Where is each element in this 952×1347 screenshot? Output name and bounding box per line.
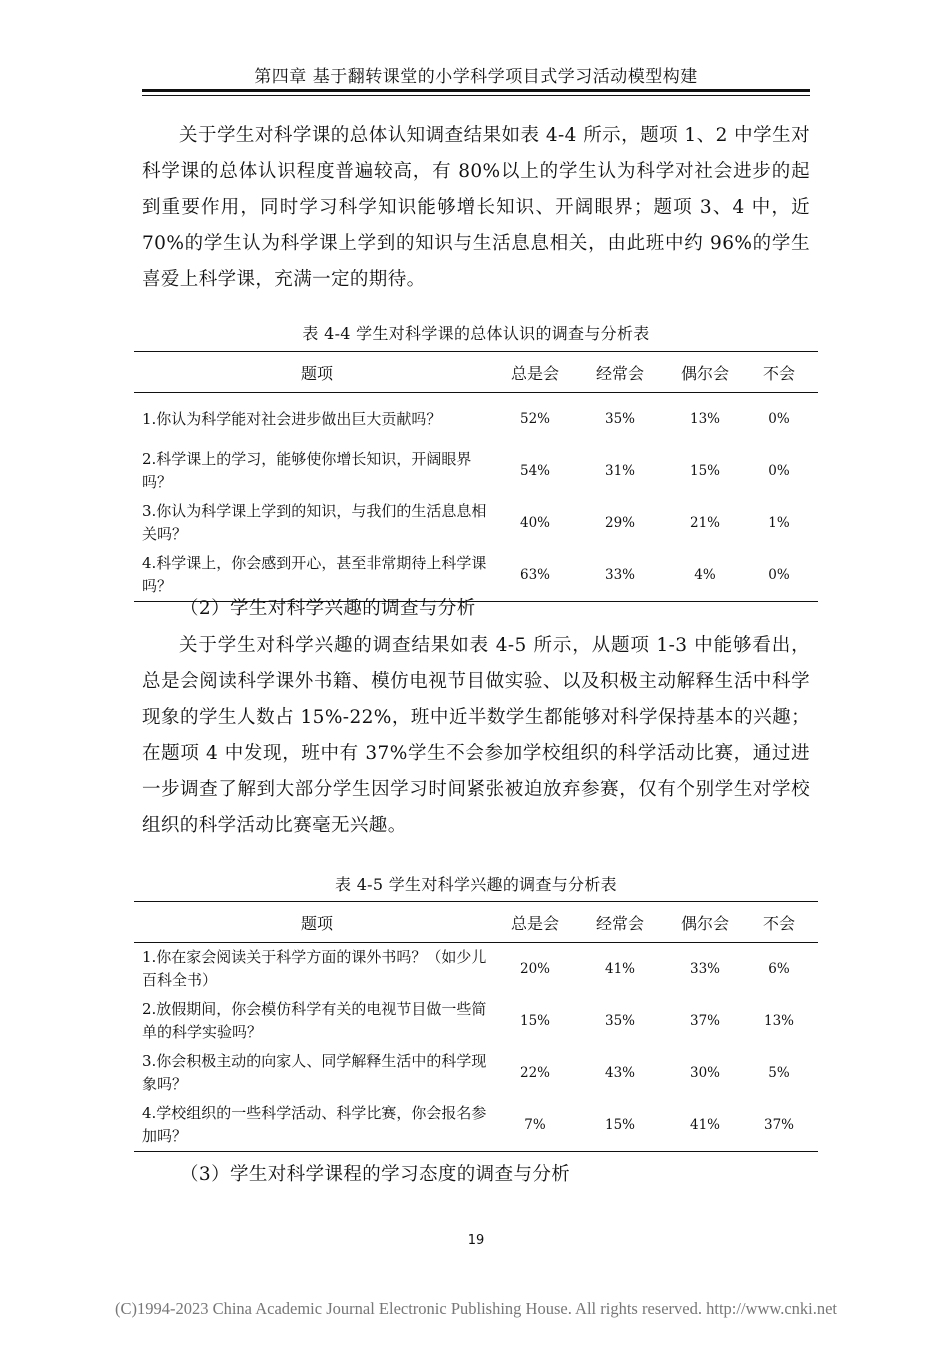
value-cell: 13%	[763, 1013, 794, 1029]
value-cell: 7%	[500, 1099, 570, 1152]
table-4-5-caption: 表 4-5 学生对科学兴趣的调查与分析表	[335, 875, 617, 894]
value-cell: 37%	[689, 1013, 720, 1029]
value-cell: 52%	[519, 411, 550, 427]
col-header-never: 不会	[740, 902, 818, 943]
question-cell: 1.你在家会阅读关于科学方面的课外书吗？（如少儿百科全书）	[142, 948, 487, 989]
value-cell: 15%	[570, 1099, 670, 1152]
copyright-footer: (C)1994-2023 China Academic Journal Electronic Publishing House. All rights reserved. http://www.cnki.net	[114, 1299, 838, 1318]
table-row	[134, 995, 818, 1047]
table-row	[134, 1099, 818, 1152]
question-cell: 3.你认为科学课上学到的知识，与我们的生活息息相关吗？	[142, 502, 487, 543]
col-header-never: 不会	[740, 352, 818, 393]
value-cell: 33%	[689, 961, 720, 977]
value-cell: 35%	[604, 411, 635, 427]
table-row	[134, 393, 818, 446]
table-row	[134, 497, 818, 549]
table-4-4-caption: 表 4-4 学生对科学课的总体认识的调查与分析表	[302, 324, 650, 343]
value-cell: 40%	[519, 515, 550, 531]
value-cell: 21%	[689, 515, 720, 531]
value-cell: 54%	[519, 463, 550, 479]
header-rule-thin	[142, 95, 810, 96]
value-cell: 20%	[519, 961, 550, 977]
header-rule-thick	[142, 89, 810, 92]
value-cell: 1%	[768, 515, 790, 531]
table-header-row	[134, 902, 818, 943]
question-cell: 3.你会积极主动的向家人、同学解释生活中的科学现象吗？	[142, 1052, 487, 1093]
value-cell: 33%	[570, 549, 670, 602]
table-row	[134, 943, 818, 996]
col-header-often: 经常会	[570, 352, 670, 393]
page-number: 19	[467, 1233, 485, 1248]
question-cell: 4.科学课上，你会感到开心，甚至非常期待上科学课吗？	[134, 549, 500, 602]
value-cell: 0%	[740, 549, 818, 602]
value-cell: 15%	[519, 1013, 550, 1029]
table-header-row	[134, 352, 818, 393]
col-header-always: 总是会	[500, 352, 570, 393]
table-4-4	[134, 351, 818, 602]
value-cell: 41%	[604, 961, 635, 977]
value-cell: 31%	[604, 463, 635, 479]
value-cell: 41%	[670, 1099, 740, 1152]
section-heading-attitude: （3）学生对科学课程的学习态度的调查与分析	[180, 1164, 571, 1185]
value-cell: 0%	[768, 463, 790, 479]
table-row	[134, 445, 818, 497]
col-header-always: 总是会	[500, 902, 570, 943]
running-header: 第四章 基于翻转课堂的小学科学项目式学习活动模型构建	[254, 67, 698, 87]
table-4-5	[134, 901, 818, 1152]
col-header-sometimes: 偶尔会	[670, 352, 740, 393]
question-cell: 4.学校组织的一些科学活动、科学比赛，你会报名参加吗？	[134, 1099, 500, 1152]
value-cell: 43%	[604, 1065, 635, 1081]
value-cell: 35%	[604, 1013, 635, 1029]
value-cell: 5%	[768, 1065, 790, 1081]
value-cell: 30%	[689, 1065, 720, 1081]
col-header-sometimes: 偶尔会	[670, 902, 740, 943]
value-cell: 29%	[604, 515, 635, 531]
col-header-often: 经常会	[570, 902, 670, 943]
col-header-item: 题项	[134, 902, 500, 943]
value-cell: 22%	[519, 1065, 550, 1081]
table-row	[134, 1047, 818, 1099]
question-cell: 2.放假期间，你会模仿科学有关的电视节目做一些简单的科学实验吗？	[142, 1000, 487, 1041]
value-cell: 4%	[670, 549, 740, 602]
col-header-item: 题项	[134, 352, 500, 393]
question-cell: 2.科学课上的学习，能够使你增长知识，开阔眼界吗？	[142, 450, 472, 491]
value-cell: 6%	[768, 961, 790, 977]
value-cell: 63%	[500, 549, 570, 602]
section-heading-interest: （2）学生对科学兴趣的调查与分析	[180, 598, 476, 619]
value-cell: 0%	[768, 411, 790, 427]
paragraph-overall-cognition: 关于学生对科学课的总体认知调查结果如表 4-4 所示，题项 1、2 中学生对科学课的总体认识程度普遍较高，有 80%以上的学生认为科学对社会进步的起到重要作用，同时学习科学知识能够增长知识、开阔眼界；题项 3、4 中，近 70%的学生认为科学课上学到的知识与生活息息相关，由此班中约 96%的学生喜爱上科学课，充满一定的期待。	[142, 125, 810, 290]
paragraph-science-interest: 关于学生对科学兴趣的调查结果如表 4-5 所示，从题项 1-3 中能够看出，总是会阅读科学课外书籍、模仿电视节目做实验、以及积极主动解释生活中科学现象的学生人数占 15%-22%，班中近半数学生都能够对科学保持基本的兴趣；在题项 4 中发现，班中有 37%学生不会参加学校组织的科学活动比赛，通过进一步调查了解到大部分学生因学习时间紧张被迫放弃参赛，仅有个别学生对学校组织的科学活动比赛毫无兴趣。	[142, 635, 810, 836]
value-cell: 13%	[689, 411, 720, 427]
value-cell: 15%	[689, 463, 720, 479]
question-cell: 1.你认为科学能对社会进步做出巨大贡献吗？	[142, 409, 442, 428]
value-cell: 37%	[740, 1099, 818, 1152]
